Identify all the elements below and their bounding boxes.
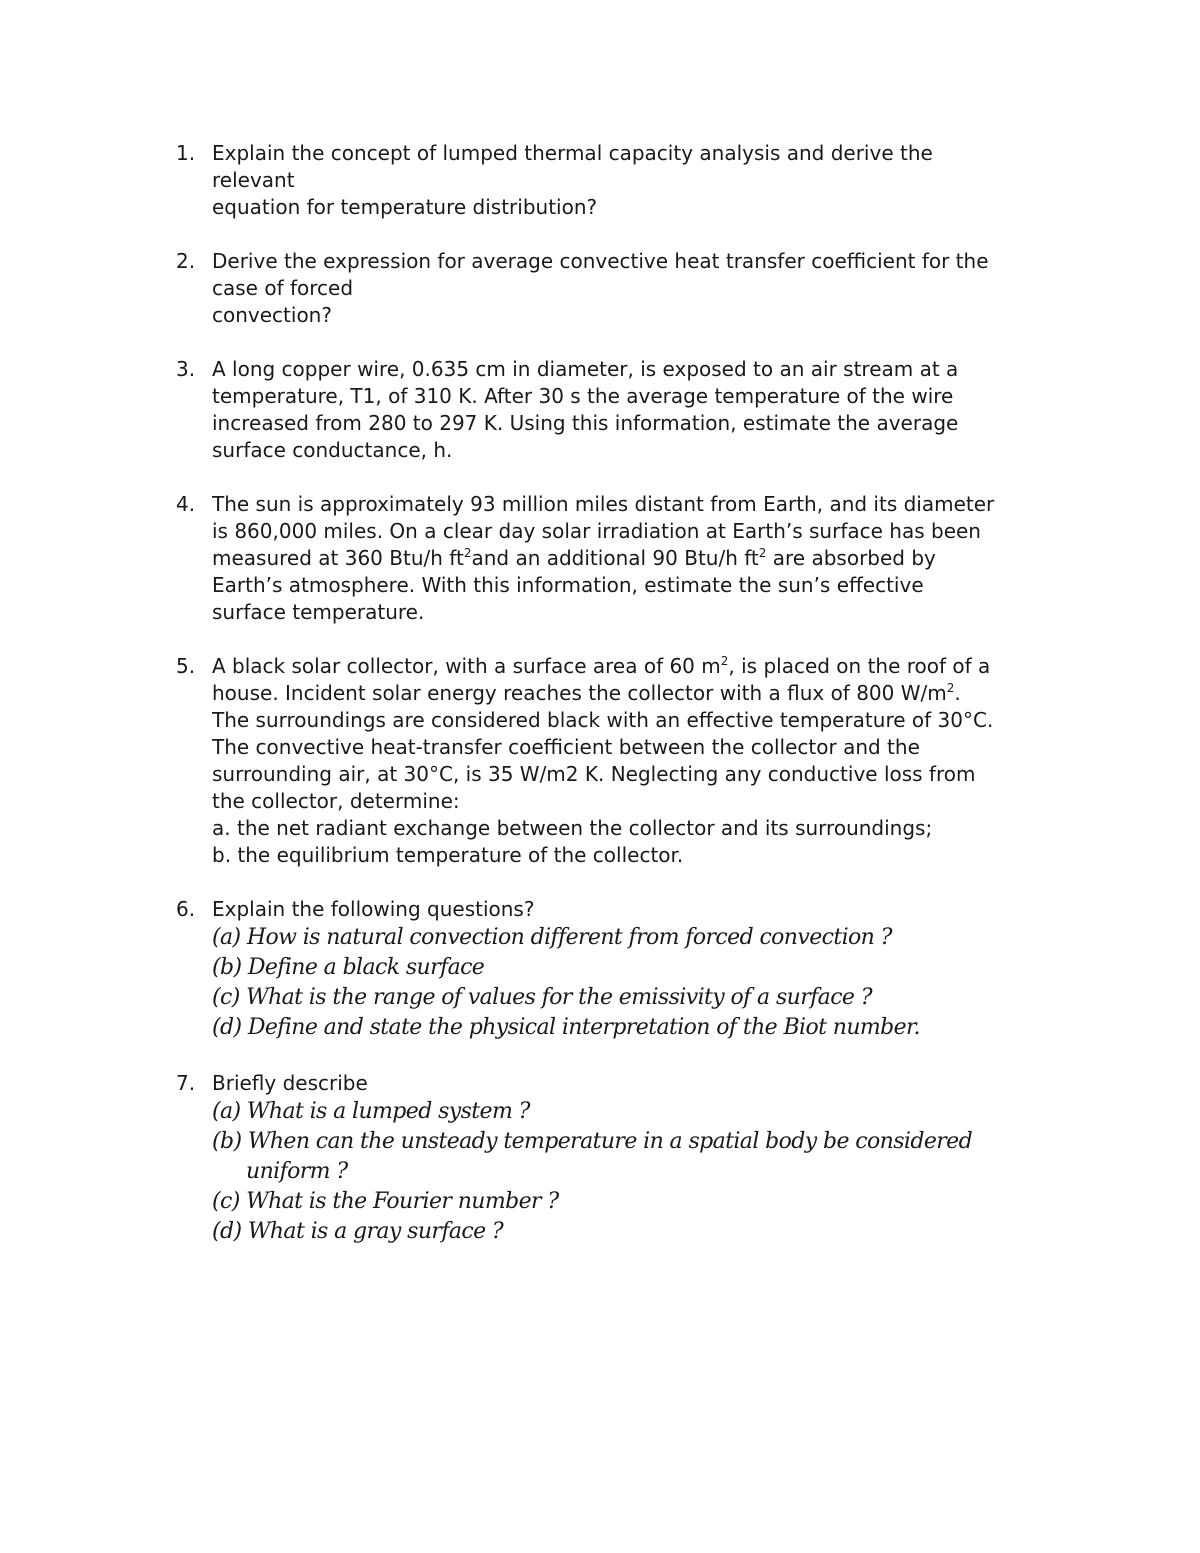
question-text-line: Earth’s atmosphere. With this information, estimate the sun’s effective (212, 573, 924, 597)
question-list (172, 140, 1072, 1274)
question-number: 6. (176, 897, 196, 921)
question-text-line: The convective heat-transfer coefficient between the collector and the (212, 735, 920, 759)
question-number: 3. (176, 357, 196, 381)
question-subpart: (c) What is the Fourier number ? (212, 1189, 559, 1214)
question-subpart: a. the net radiant exchange between the collector and its surroundings; (212, 816, 933, 840)
text-fragment: house. Incident solar energy reaches the collector with a flux of 800 W/m (212, 681, 947, 705)
question-subpart: (b) Define a black surface (212, 955, 485, 980)
question-6 (172, 896, 1072, 1043)
superscript: 2 (758, 546, 767, 560)
question-5 (172, 653, 1072, 869)
question-intro: Explain the following questions? (212, 897, 535, 921)
question-subpart: (a) What is a lumped system ? (212, 1099, 530, 1124)
question-text-line: The surroundings are considered black with an effective temperature of 30°C. (212, 708, 994, 732)
question-text-line: temperature, T1, of 310 K. After 30 s the average temperature of the wire (212, 384, 954, 408)
question-3 (172, 356, 1072, 464)
question-text-line: Derive the expression for average convective heat transfer coefficient for the (212, 249, 989, 273)
question-text-line: surface temperature. (212, 600, 425, 624)
question-text-line: equation for temperature distribution? (212, 195, 598, 219)
text-fragment: measured at 360 Btu/h ft (212, 546, 464, 570)
superscript: 2 (463, 546, 472, 560)
text-fragment: , is placed on the roof of a (728, 654, 991, 678)
question-number: 4. (176, 492, 196, 516)
question-text-line: is 860,000 miles. On a clear day solar irradiation at Earth’s surface has been (212, 519, 981, 543)
question-text-line: relevant (212, 168, 295, 192)
question-subpart: (d) Define and state the physical interpretation of the Biot number. (212, 1015, 920, 1040)
question-subpart: (b) When can the unsteady temperature in a spatial body be considered (212, 1129, 973, 1154)
question-subpart: (d) What is a gray surface ? (212, 1219, 504, 1244)
question-number: 2. (176, 249, 196, 273)
question-text-line: surrounding air, at 30°C, is 35 W/m2 K. Neglecting any conductive loss from (212, 762, 976, 786)
question-text-line: The sun is approximately 93 million miles distant from Earth, and its diameter (212, 492, 995, 516)
question-text-line (212, 545, 1072, 572)
question-2 (172, 248, 1072, 329)
question-text-line: increased from 280 to 297 K. Using this information, estimate the average (212, 411, 959, 435)
text-fragment: . (954, 681, 961, 705)
question-text-line: case of forced (212, 276, 354, 300)
superscript: 2 (946, 681, 955, 695)
question-number: 1. (176, 141, 196, 165)
question-text-line: Explain the concept of lumped thermal capacity analysis and derive the (212, 141, 933, 165)
text-fragment: A black solar collector, with a surface area of 60 m (212, 654, 721, 678)
question-7 (172, 1070, 1072, 1247)
text-fragment: and an additional 90 Btu/h ft (471, 546, 759, 570)
question-subpart: b. the equilibrium temperature of the collector. (212, 843, 684, 867)
question-number: 7. (176, 1071, 196, 1095)
superscript: 2 (720, 654, 729, 668)
question-intro: Briefly describe (212, 1071, 368, 1095)
question-text-line: the collector, determine: (212, 789, 460, 813)
question-1 (172, 140, 1072, 221)
question-subpart: (c) What is the range of values for the emissivity of a surface ? (212, 985, 872, 1010)
question-text-line (212, 680, 1072, 707)
question-text-line (212, 653, 1072, 680)
question-number: 5. (176, 654, 196, 678)
question-4 (172, 491, 1072, 626)
text-fragment: are absorbed by (766, 546, 936, 570)
question-text-line: A long copper wire, 0.635 cm in diameter, is exposed to an air stream at a (212, 357, 959, 381)
question-text-line: surface conductance, h. (212, 438, 453, 462)
question-subpart: (a) How is natural convection different from forced convection ? (212, 925, 892, 950)
question-text-line: convection? (212, 303, 332, 327)
question-subpart-continuation: uniform ? (246, 1159, 348, 1184)
